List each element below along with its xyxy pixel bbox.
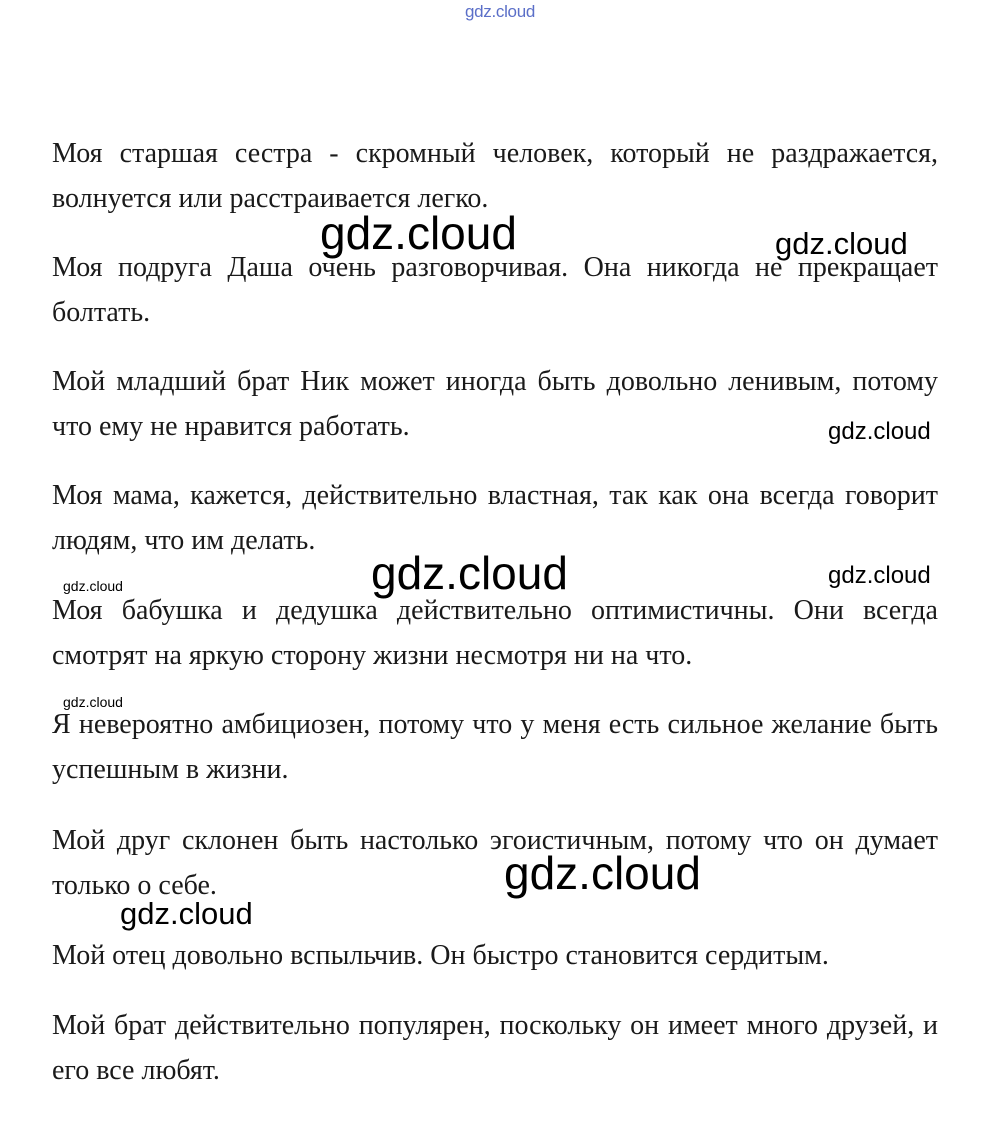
site-link[interactable]: gdz.cloud [464,2,536,21]
paragraph-friend: Мой друг склонен быть настолько эгоистичным, потому что он думает только о себе. [52,825,938,901]
paragraph-dasha: Моя подруга Даша очень разговорчивая. Она никогда не прекращает болтать. [52,252,938,328]
watermark: gdz.cloud [120,896,253,931]
paragraph-brother-nick: Мой младший брат Ник может иногда быть довольно ленивым, потому что ему не нравится работать. [52,366,938,442]
watermark: gdz.cloud [828,418,931,445]
paragraph-mother: Моя мама, кажется, действительно властная, так как она всегда говорит людям, что им делать. [52,480,938,556]
watermark: gdz.cloud [63,694,123,710]
paragraph-father: Мой отец довольно вспыльчив. Он быстро становится сердитым. [52,940,829,971]
paragraph-ambitious: Я невероятно амбициозен, потому что у меня есть сильное желание быть успешным в жизни. [52,709,938,785]
watermark: gdz.cloud [775,226,908,261]
watermark: gdz.cloud [828,562,931,589]
watermark: gdz.cloud [63,578,123,594]
watermark: gdz.cloud [371,547,568,599]
paragraph-popular-brother: Мой брат действительно популярен, поскольку он имеет много друзей, и его все любят. [52,1010,938,1086]
watermark: gdz.cloud [504,847,701,899]
paragraph-grandparents: Моя бабушка и дедушка действительно оптимистичны. Они всегда смотрят на яркую сторону жизни несмотря ни на что. [52,595,938,671]
watermark: gdz.cloud [320,207,517,259]
paragraph-sister: Моя старшая сестра - скромный человек, который не раздражается, волнуется или расстраивается легко. [52,138,938,214]
